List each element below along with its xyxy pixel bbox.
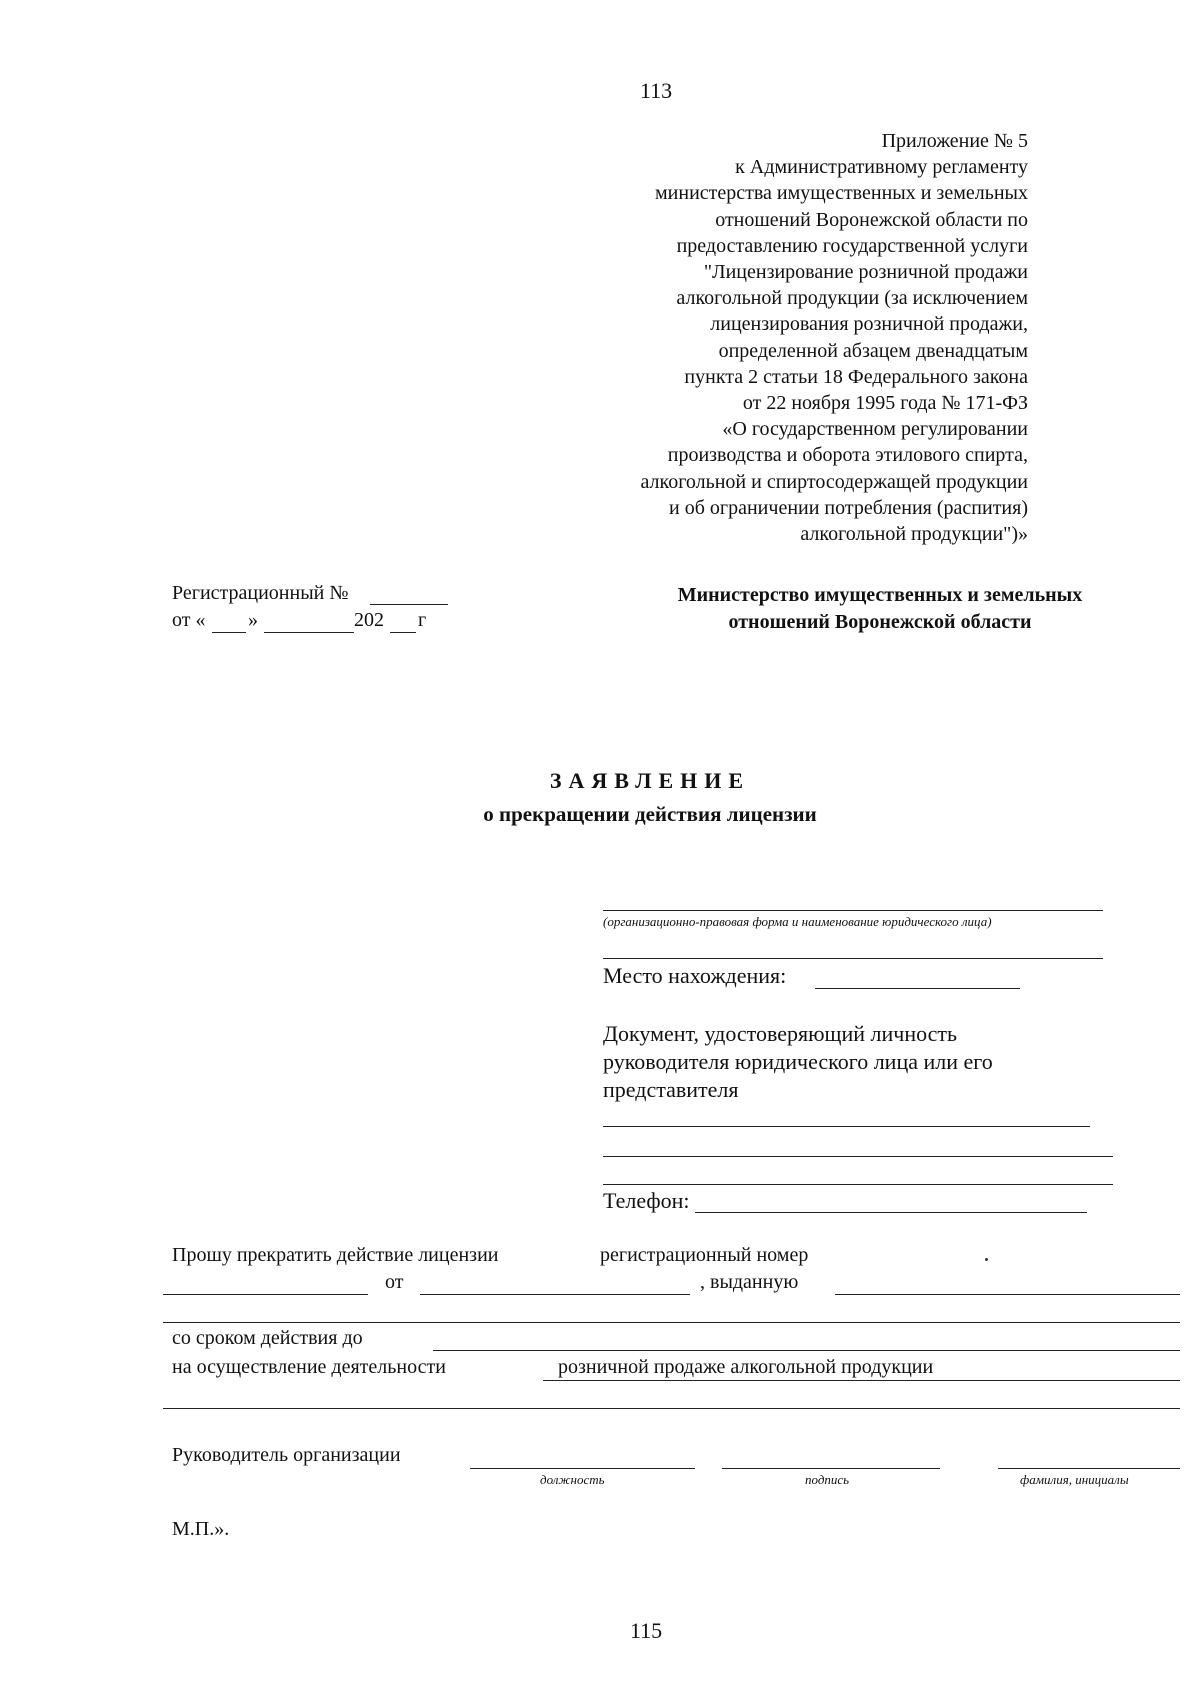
appendix-line: лицензирования розничной продажи, [710,313,1028,336]
phone-field[interactable] [695,1212,1087,1213]
request-text: Прошу прекратить действие лицензии [172,1244,499,1266]
location-label: Место нахождения: [603,963,787,988]
scan-speck [985,1258,988,1261]
activity-label: на осуществление деятельности [172,1356,446,1378]
appendix-line: Приложение № 5 [881,130,1028,152]
registration-month-field[interactable] [264,632,354,633]
appendix-line: к Административному регламенту [735,156,1028,179]
appendix-line: министерства имущественных и земельных [655,182,1028,205]
appendix-line: и об ограничении потребления (распития) [669,496,1028,519]
page-number-bottom: 115 [630,1618,663,1643]
identity-document-line: представителя [603,1077,739,1102]
issuer-field[interactable] [835,1294,1180,1295]
appendix-line: производства и оборота этилового спирта, [667,444,1028,467]
from-label: от [385,1271,404,1293]
position-field[interactable] [470,1468,695,1469]
license-date-field[interactable] [420,1294,690,1295]
registration-number-label: Регистрационный № [172,582,349,604]
org-name-caption: (организационно-правовая форма и наименование юридического лица) [603,914,992,929]
registration-date-prefix: от « [172,609,206,631]
identity-document-line: руководителя юридического лица или его [603,1049,993,1074]
issued-label: , выданную [700,1271,799,1293]
name-field[interactable] [998,1468,1180,1469]
registration-number-field[interactable] [370,604,448,605]
ministry-line: отношений Воронежской области [728,611,1032,633]
head-label: Руководитель организации [172,1444,401,1466]
seal-mark: М.П.». [172,1518,230,1540]
registration-year-suffix: г [418,609,427,631]
validity-label: со сроком действия до [172,1327,363,1349]
signature-caption: подпись [805,1472,850,1487]
registration-day-field[interactable] [212,632,246,633]
page-number-top: 113 [640,78,673,103]
identity-document-field-3[interactable] [603,1184,1113,1185]
appendix-line: "Лицензирование розничной продажи [703,261,1028,284]
registration-date-quote: » [248,609,258,631]
appendix-line: алкогольной продукции")» [800,523,1028,546]
identity-document-field-1[interactable] [603,1126,1090,1127]
name-caption: фамилия, инициалы [1020,1472,1129,1487]
org-name-field[interactable] [603,910,1103,911]
appendix-line: определенной абзацем двенадцатым [718,339,1028,362]
activity-value: розничной продаже алкогольной продукции [558,1356,934,1378]
appendix-line: отношений Воронежской области по [715,208,1028,231]
document-subtitle: о прекращении действия лицензии [483,802,817,826]
issuer-field-2[interactable] [163,1322,1180,1323]
activity-field[interactable] [543,1380,1180,1381]
appendix-line: «О государственном регулировании [722,418,1028,441]
validity-field[interactable] [433,1350,1180,1351]
registration-year-label: 202 [354,609,384,631]
registration-number-label-2: регистрационный номер [600,1244,809,1266]
appendix-block [508,128,1028,547]
phone-label: Телефон: [603,1188,690,1213]
position-caption: должность [540,1472,605,1487]
ministry-addressee [640,582,1120,636]
location-field[interactable] [815,988,1020,989]
appendix-line: алкогольной и спиртосодержащей продукции [640,470,1028,493]
appendix-line: алкогольной продукции (за исключением [676,287,1028,310]
activity-field-2[interactable] [163,1408,1180,1409]
org-name-field-2[interactable] [603,958,1103,959]
appendix-line: пункта 2 статьи 18 Федерального закона [684,365,1028,388]
ministry-line: Министерство имущественных и земельных [677,584,1083,606]
identity-document-field-2[interactable] [603,1156,1113,1157]
appendix-line: предоставлению государственной услуги [676,234,1028,257]
identity-document-label [603,1020,993,1104]
registration-year-field[interactable] [390,632,416,633]
document-title: ЗАЯВЛЕНИЕ [549,768,751,793]
signature-field[interactable] [722,1468,940,1469]
license-number-field[interactable] [163,1294,368,1295]
appendix-line: от 22 ноября 1995 года № 171-ФЗ [742,392,1028,415]
identity-document-line: Документ, удостоверяющий личность [603,1021,958,1046]
